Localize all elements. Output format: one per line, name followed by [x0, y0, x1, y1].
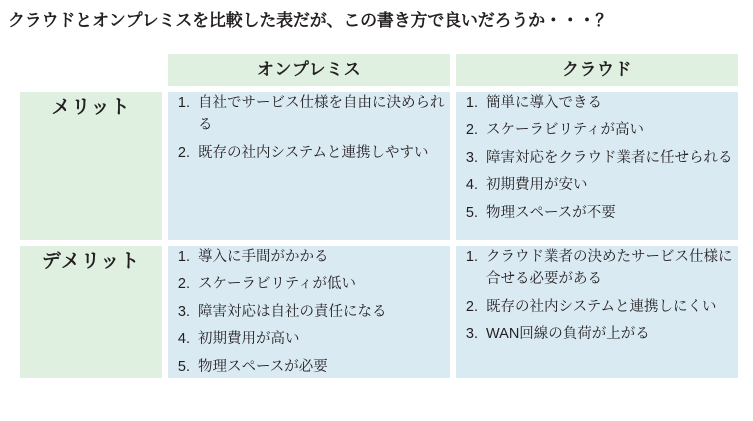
column-header-onpremise: オンプレミス — [168, 54, 450, 86]
cell-merit-onpremise — [168, 92, 450, 240]
list-item: 4. 初期費用が高い — [194, 328, 450, 350]
row-label-merit: メリット — [20, 92, 162, 240]
comparison-table — [14, 48, 744, 384]
table-row-merit — [20, 92, 738, 240]
list-merit-onpremise — [168, 92, 450, 164]
cell-demerit-onpremise — [168, 246, 450, 378]
list-demerit-onpremise — [168, 246, 450, 378]
list-merit-cloud — [456, 92, 738, 224]
list-item: 1. 導入に手間がかかる — [194, 246, 450, 268]
cell-merit-cloud — [456, 92, 738, 240]
list-item: 2. スケーラビリティが高い — [482, 119, 738, 141]
list-item: 2. 既存の社内システムと連携しにくい — [482, 296, 738, 318]
comparison-table-wrapper — [14, 48, 740, 384]
row-label-demerit: デメリット — [20, 246, 162, 378]
list-item: 5. 物理スペースが不要 — [482, 202, 738, 224]
table-corner-cell — [20, 54, 162, 86]
list-item: 3. 障害対応は自社の責任になる — [194, 301, 450, 323]
list-item: 2. 既存の社内システムと連携しやすい — [194, 142, 450, 164]
list-demerit-cloud — [456, 246, 738, 346]
table-header-row — [20, 54, 738, 86]
list-item: 3. 障害対応をクラウド業者に任せられる — [482, 147, 738, 169]
list-item: 1. 簡単に導入できる — [482, 92, 738, 114]
list-item: 4. 初期費用が安い — [482, 174, 738, 196]
table-row-demerit — [20, 246, 738, 378]
cell-demerit-cloud — [456, 246, 738, 378]
list-item: 1. クラウド業者の決めたサービス仕様に合せる必要がある — [482, 246, 738, 291]
list-item: 3. WAN回線の負荷が上がる — [482, 323, 738, 345]
page-title: クラウドとオンプレミスを比較した表だが、この書き方で良いだろうか・・・？ — [8, 11, 613, 30]
column-header-cloud: クラウド — [456, 54, 738, 86]
list-item: 1. 自社でサービス仕様を自由に決められる — [194, 92, 450, 137]
list-item: 5. 物理スペースが必要 — [194, 356, 450, 378]
list-item: 2. スケーラビリティが低い — [194, 273, 450, 295]
